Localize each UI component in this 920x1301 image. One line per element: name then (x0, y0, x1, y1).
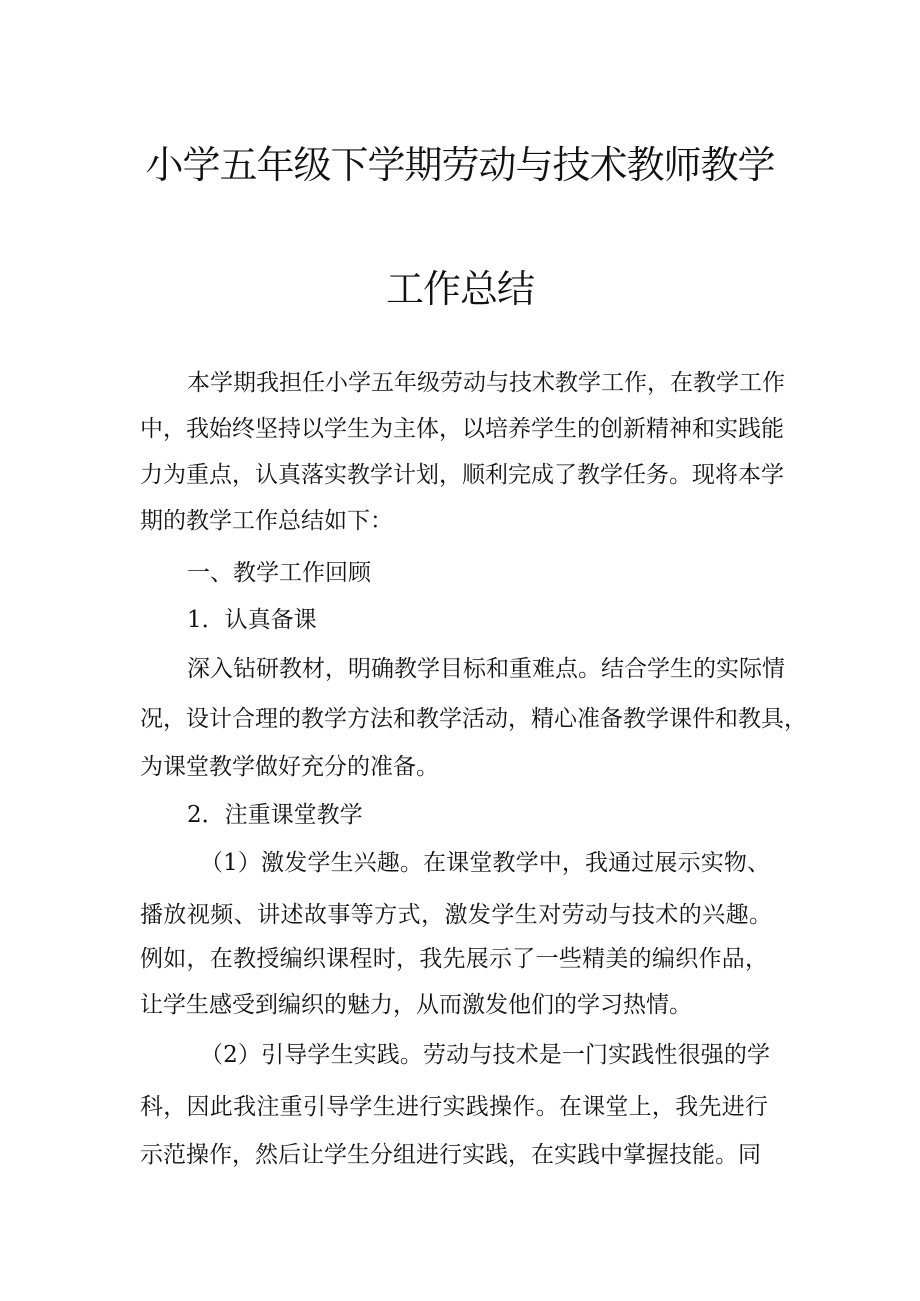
intro-line-1: 本学期我担任小学五年级劳动与技术教学工作，在教学工作 (187, 370, 785, 396)
item-1-heading: 1．认真备课 (187, 607, 317, 633)
document-title-line-2: 工作总结 (385, 267, 534, 311)
sub-1-line-4: 让学生感受到编织的魅力，从而激发他们的学习热情。 (140, 992, 692, 1018)
sub-1-line-2: 播放视频、讲述故事等方式，激发学生对劳动与技术的兴趣。 (140, 902, 772, 928)
sub-1-line-1: （1）激发学生兴趣。在课堂教学中，我通过展示实物、 (200, 850, 770, 876)
item-1-line-1: 深入钻研教材，明确教学目标和重难点。结合学生的实际情 (187, 656, 785, 682)
document-title-line-1: 小学五年级下学期劳动与技术教师教学 (145, 143, 775, 187)
sub-2-line-1: （2）引导学生实践。劳动与技术是一门实践性很强的学 (200, 1042, 770, 1068)
intro-line-4: 期的教学工作总结如下： (140, 508, 393, 534)
item-1-line-3: 为课堂教学做好充分的准备。 (140, 754, 439, 780)
sub-2-line-2: 科，因此我注重引导学生进行实践操作。在课堂上，我先进行 (140, 1094, 768, 1120)
sub-1-line-3: 例如，在教授编织课程时，我先展示了一些精美的编织作品， (140, 946, 768, 972)
item-2-heading: 2．注重课堂教学 (187, 802, 363, 828)
item-1-line-2: 况，设计合理的教学方法和教学活动，精心准备教学课件和教具， (140, 706, 807, 732)
sub-2-line-3: 示范操作，然后让学生分组进行实践，在实践中掌握技能。同 (140, 1142, 761, 1168)
section-heading: 一、教学工作回顾 (187, 560, 371, 586)
intro-line-3: 力为重点，认真落实教学计划，顺利完成了教学任务。现将本学 (140, 462, 784, 488)
intro-line-2: 中，我始终坚持以学生为主体，以培养学生的创新精神和实践能 (140, 416, 784, 442)
